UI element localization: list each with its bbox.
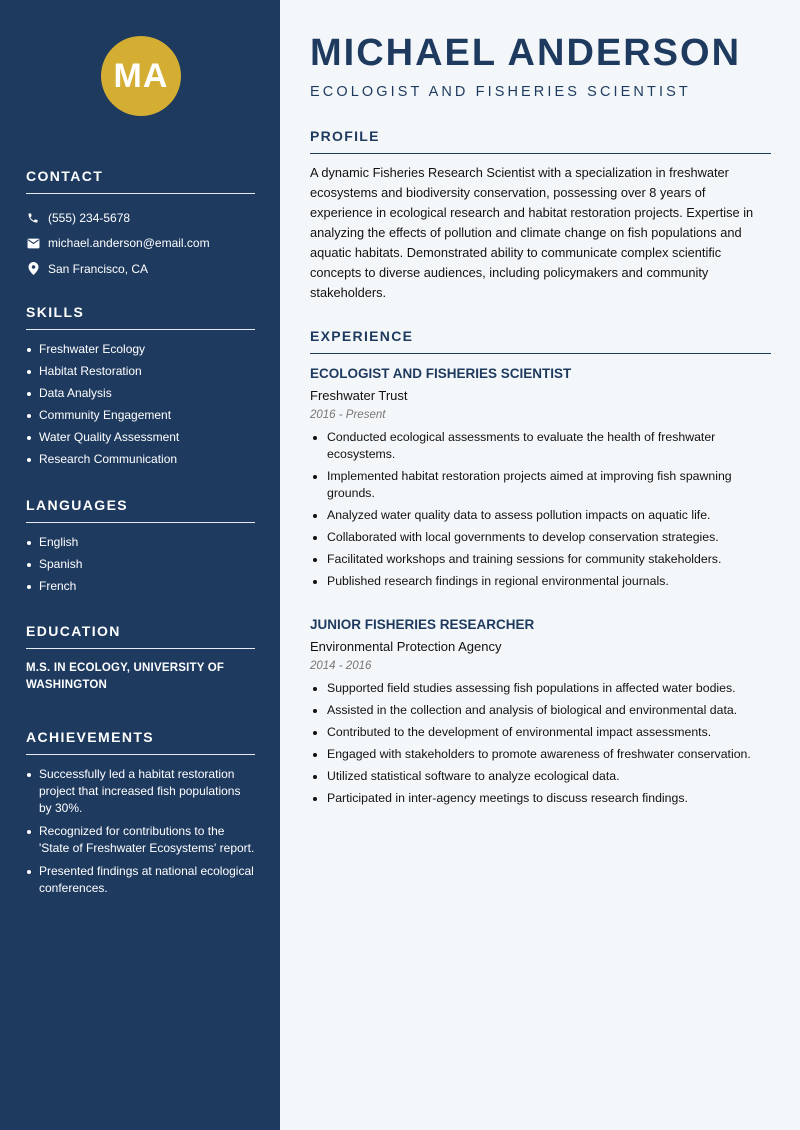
contact-section xyxy=(26,168,255,282)
phone-text[interactable]: (555) 234-5678 xyxy=(48,210,131,225)
job-company: Freshwater Trust xyxy=(310,388,408,403)
languages-heading: LANGUAGES xyxy=(26,497,255,523)
skill-item: Community Engagement xyxy=(26,407,255,424)
skill-item: Habitat Restoration xyxy=(26,363,255,380)
avatar xyxy=(101,36,181,116)
skill-item: Data Analysis xyxy=(26,385,255,402)
avatar-initials: MA xyxy=(113,56,169,95)
job-bullet: Analyzed water quality data to assess pollution impacts on aquatic life. xyxy=(310,507,771,524)
phone-icon xyxy=(26,211,40,225)
job-bullet: Contributed to the development of environmental impact assessments. xyxy=(310,724,771,741)
candidate-title: ECOLOGIST AND FISHERIES SCIENTIST xyxy=(310,84,691,100)
email-text[interactable]: michael.anderson@email.com xyxy=(48,236,210,251)
job-bullet: Collaborated with local governments to develop conservation strategies. xyxy=(310,529,771,546)
achievement-item: Presented findings at national ecological conferences. xyxy=(26,863,255,897)
job-bullet: Participated in inter-agency meetings to discuss research findings. xyxy=(310,790,771,807)
candidate-name: MICHAEL ANDERSON xyxy=(310,32,742,74)
skill-item: Freshwater Ecology xyxy=(26,341,255,358)
skills-section xyxy=(26,304,255,473)
job-entry xyxy=(310,366,771,595)
sidebar xyxy=(0,0,280,1130)
job-entry xyxy=(310,617,771,812)
language-item: Spanish xyxy=(26,556,255,573)
profile-heading: PROFILE xyxy=(310,128,771,154)
mail-icon xyxy=(26,236,40,250)
job-bullet: Published research findings in regional environmental journals. xyxy=(310,573,771,590)
profile-text: A dynamic Fisheries Research Scientist with a specialization in freshwater ecosystems and biodiversity conservation, possessing over 8 years of experience in ecological research and habitat restoration projects. Expertise in analyzing the effects of pollution and climate change on fish populations and aquatic habitats. Demonstrated ability to communicate complex scientific concepts to diverse audiences, including policymakers and community stakeholders. xyxy=(310,165,754,300)
skills-heading: SKILLS xyxy=(26,304,255,330)
job-title: ECOLOGIST AND FISHERIES SCIENTIST xyxy=(310,366,572,381)
job-dates: 2014 - 2016 xyxy=(310,660,372,672)
language-item: French xyxy=(26,578,255,595)
education-section xyxy=(26,623,255,694)
job-bullet: Conducted ecological assessments to evaluate the health of freshwater ecosystems. xyxy=(310,429,771,463)
achievement-item: Successfully led a habitat restoration project that increased fish populations by 30%. xyxy=(26,766,255,817)
job-dates: 2016 - Present xyxy=(310,409,386,421)
job-bullet: Assisted in the collection and analysis of biological and environmental data. xyxy=(310,702,771,719)
education-heading: EDUCATION xyxy=(26,623,255,649)
education-degree: M.S. IN ECOLOGY, UNIVERSITY OF WASHINGTON xyxy=(26,662,225,691)
languages-section xyxy=(26,497,255,600)
location-text: San Francisco, CA xyxy=(48,261,149,276)
location-pin-icon xyxy=(26,262,40,276)
experience-heading: EXPERIENCE xyxy=(310,328,771,354)
job-bullet: Utilized statistical software to analyze ecological data. xyxy=(310,768,771,785)
contact-email xyxy=(26,231,255,257)
achievements-section xyxy=(26,729,255,903)
job-bullet: Supported field studies assessing fish populations in affected water bodies. xyxy=(310,680,771,697)
job-bullet: Engaged with stakeholders to promote awareness of freshwater conservation. xyxy=(310,746,771,763)
contact-location xyxy=(26,256,255,282)
language-item: English xyxy=(26,534,255,551)
contact-phone xyxy=(26,205,255,231)
skill-item: Water Quality Assessment xyxy=(26,429,255,446)
contact-heading: CONTACT xyxy=(26,168,255,194)
achievements-heading: ACHIEVEMENTS xyxy=(26,729,255,755)
job-bullet: Implemented habitat restoration projects aimed at improving fish spawning grounds. xyxy=(310,468,771,502)
achievement-item: Recognized for contributions to the 'State of Freshwater Ecosystems' report. xyxy=(26,823,255,857)
job-title: JUNIOR FISHERIES RESEARCHER xyxy=(310,617,535,632)
job-company: Environmental Protection Agency xyxy=(310,639,502,654)
job-bullet: Facilitated workshops and training sessions for community stakeholders. xyxy=(310,551,771,568)
skill-item: Research Communication xyxy=(26,451,255,468)
